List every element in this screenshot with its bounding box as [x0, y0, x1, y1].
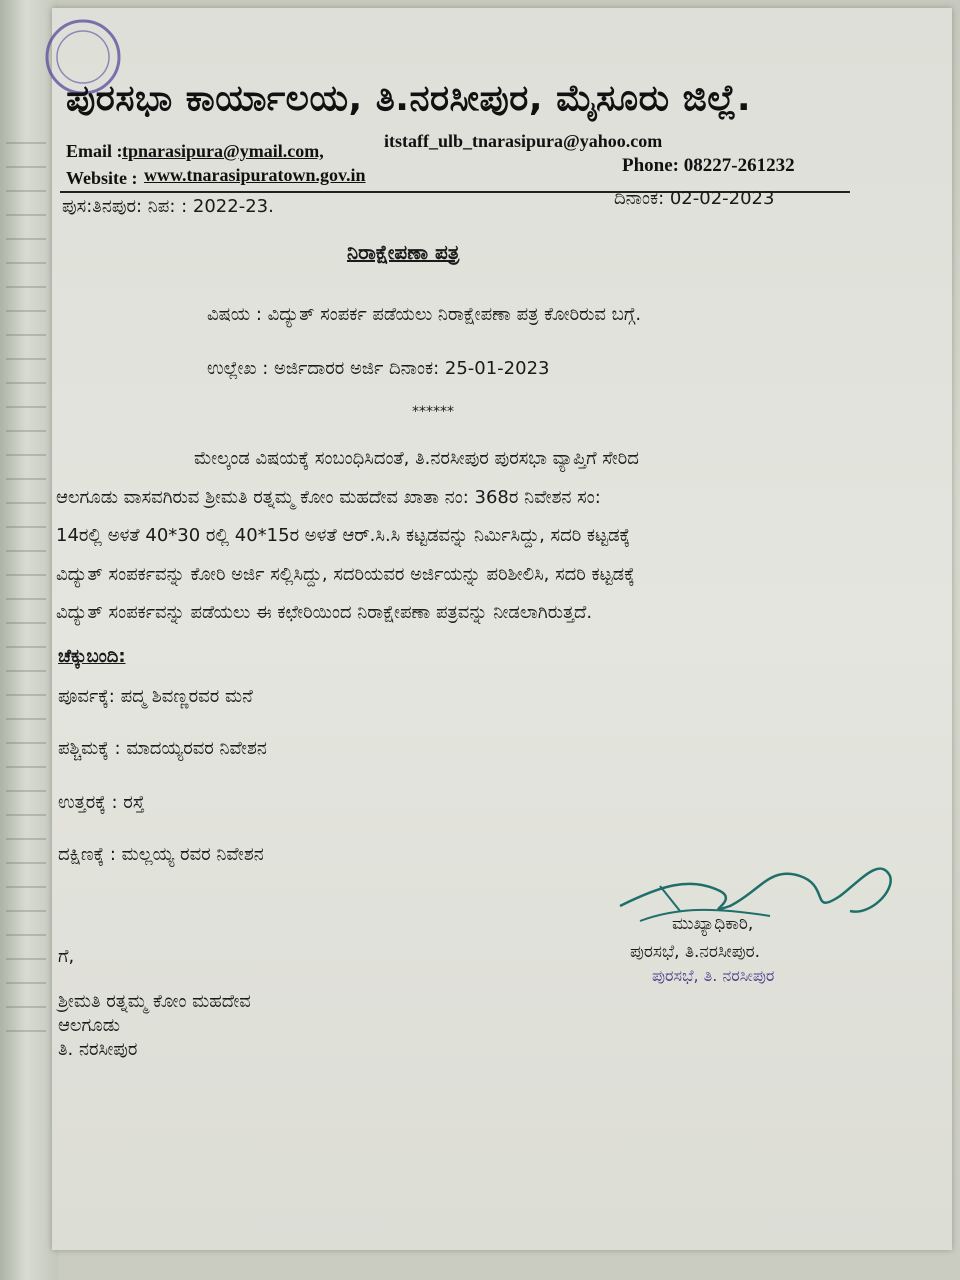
recipient-village: ಆಲಗೂಡು [58, 1015, 120, 1036]
letter-heading: ನಿರಾಕ್ಷೇಪಣಾ ಪತ್ರ [347, 240, 460, 264]
reference-line: ಉಲ್ಲೇಖ : ಅರ್ಜಿದಾರರ ಅರ್ಜಿ ದಿನಾಂಕ: 25-01-2023 [207, 358, 550, 379]
signature-icon [600, 846, 900, 956]
recipient-to: ಗೆ, [58, 946, 75, 967]
boundary-south: ದಕ್ಷಿಣಕ್ಕೆ : ಮಲ್ಲಯ್ಯ ರವರ ನಿವೇಶನ [58, 844, 264, 865]
body-line: 14ರಲ್ಲಿ ಅಳತೆ 40*30 ರಲ್ಲಿ 40*15ರ ಅಳತೆ ಆರ್.ಸಿ.ಸಿ ಕಟ್ಟಡವನ್ನು ನಿರ್ಮಿಸಿದ್ದು, ಸದರಿ ಕಟ್ಟಡಕ್ಕೆ [56, 525, 631, 546]
phone-number: Phone: 08227-261232 [622, 155, 795, 176]
letter-sheet [52, 8, 952, 1250]
letter-date: ದಿನಾಂಕ: 02-02-2023 [614, 188, 775, 209]
signatory-office: ಪುರಸಭೆ, ತಿ.ನರಸೀಪುರ. [630, 942, 760, 962]
body-paragraph [56, 440, 846, 633]
subject-line: ವಿಷಯ : ವಿದ್ಯುತ್ ಸಂಪರ್ಕ ಪಡೆಯಲು ನಿರಾಕ್ಷೇಪಣಾ ಪತ್ರ ಕೋರಿರುವ ಬಗ್ಗೆ. [207, 304, 642, 325]
reference-number: ಪುಸ:ತಿನಪುರ: ನಿಪ: : 2022-23. [62, 196, 274, 217]
website-link[interactable]: www.tnarasipuratown.gov.in [144, 165, 366, 185]
boundary-east: ಪೂರ್ವಕ್ಕೆ: ಪದ್ಮ ಶಿವಣ್ಣರವರ ಮನೆ [58, 686, 253, 707]
signatory-designation: ಮುಖ್ಯಾಧಿಕಾರಿ, [672, 914, 754, 934]
boundary-north: ಉತ್ತರಕ್ಕೆ : ರಸ್ತೆ [58, 792, 145, 813]
recipient-town: ತಿ. ನರಸೀಪುರ [58, 1039, 138, 1060]
boundary-west: ಪಶ್ಚಿಮಕ್ಕೆ : ಮಾದಯ್ಯರವರ ನಿವೇಶನ [58, 738, 267, 759]
office-title: ಪುರಸಭಾ ಕಾರ್ಯಾಲಯ, ತಿ.ನರಸೀಪುರ, ಮೈಸೂರು ಜಿಲ್ಲೆ. [66, 78, 752, 119]
email-label: Email : [66, 141, 123, 161]
email-link-1[interactable]: tpnarasipura@ymail.com, [122, 141, 324, 161]
body-line: ಮೇಲ್ಕಂಡ ವಿಷಯಕ್ಕೆ ಸಂಬಂಧಿಸಿದಂತೆ, ತಿ.ನರಸೀಪುರ ಪುರಸಭಾ ವ್ಯಾಪ್ತಿಗೆ ಸೇರಿದ [194, 448, 639, 469]
website-label: Website : [66, 168, 138, 188]
email-link-2[interactable]: itstaff_ulb_tnarasipura@yahoo.com [384, 131, 663, 151]
separator-stars: ****** [412, 404, 454, 420]
recipient-name: ಶ್ರೀಮತಿ ರತ್ನಮ್ಮ ಕೋಂ ಮಹದೇವ [58, 991, 251, 1012]
body-line: ವಿದ್ಯುತ್ ಸಂಪರ್ಕವನ್ನು ಕೋರಿ ಅರ್ಜಿ ಸಲ್ಲಿಸಿದ್ದು, ಸದರಿಯವರ ಅರ್ಜಿಯನ್ನು ಪರಿಶೀಲಿಸಿ, ಸದರಿ ಕಟ್ಟಡಕ್ಕೆ [56, 563, 635, 585]
file-spine [0, 0, 58, 1280]
office-stamp: ಪುರಸಭೆ, ತಿ. ನರಸೀಪುರ [652, 966, 775, 985]
boundaries-heading: ಚೆಕ್ಕುಬಂದಿ: [58, 646, 126, 667]
body-line: ಆಲಗೂಡು ವಾಸವಗಿರುವ ಶ್ರೀಮತಿ ರತ್ನಮ್ಮ ಕೋಂ ಮಹದೇವ ಖಾತಾ ನಂ: 368ರ ನಿವೇಶನ ಸಂ: [56, 486, 601, 508]
body-line: ವಿದ್ಯುತ್ ಸಂಪರ್ಕವನ್ನು ಪಡೆಯಲು ಈ ಕಛೇರಿಯಿಂದ ನಿರಾಕ್ಷೇಪಣಾ ಪತ್ರವನ್ನು ನೀಡಲಾಗಿರುತ್ತದೆ. [56, 602, 593, 623]
